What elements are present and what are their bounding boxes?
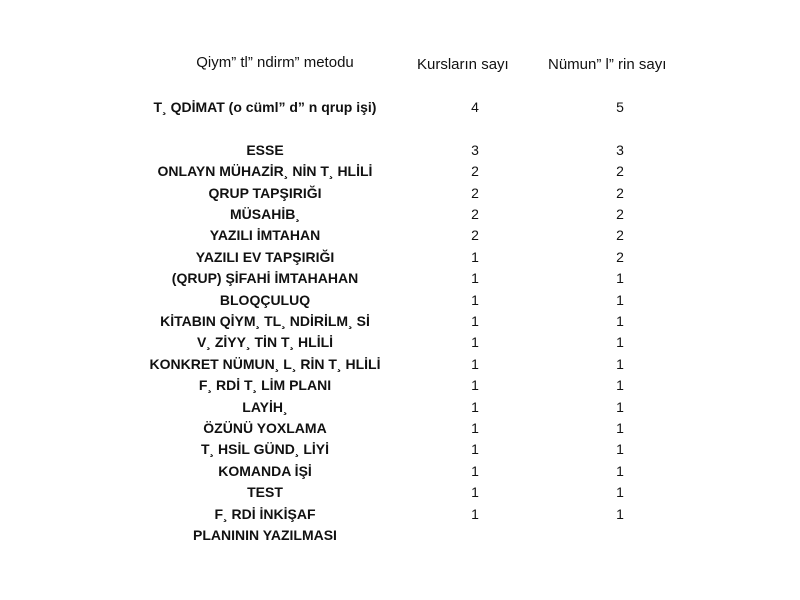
courses-count-cell: 3 (471, 141, 479, 158)
method-name: BLOQÇULUQ (219, 291, 311, 308)
method-cell (0, 461, 532, 482)
samples-count-column-header: Nümun” l” rin sayı (548, 56, 667, 73)
method-name: PLANININ YAZILMASI (193, 527, 337, 544)
samples-count-cell: 1 (616, 291, 624, 308)
table-row (0, 161, 532, 182)
courses-count-cell: 2 (471, 227, 479, 244)
courses-count-column-header: Kursların sayı (417, 56, 509, 73)
method-cell (0, 439, 532, 460)
method-name: ONLAYN MÜHAZİR¸ NİN T¸ HLİLİ (157, 163, 373, 180)
courses-count-cell: 4 (471, 99, 479, 115)
method-name: F¸ RDİ T¸ LİM PLANI (198, 377, 332, 394)
samples-count-cell: 1 (616, 505, 624, 522)
table-row (0, 482, 532, 503)
courses-count-cell: 1 (471, 420, 479, 437)
method-cell (0, 375, 532, 396)
methods-table (0, 97, 624, 547)
courses-count-cell (460, 525, 490, 546)
table-row (0, 418, 532, 439)
samples-count-cell: 1 (616, 420, 624, 437)
courses-count-cell: 1 (471, 505, 479, 522)
method-cell (0, 97, 532, 118)
samples-count-cell: 1 (616, 484, 624, 501)
table-row (0, 183, 532, 204)
method-name: YAZILI İMTAHAN (209, 227, 321, 244)
method-cell (0, 290, 532, 311)
method-name: KİTABIN QİYM¸ TL¸ NDİRİLM¸ Sİ (160, 313, 370, 330)
method-cell (0, 332, 532, 353)
row-spacer (0, 118, 532, 139)
table-row (0, 204, 532, 225)
courses-count-cell: 1 (471, 355, 479, 372)
method-cell (0, 268, 532, 289)
courses-count-cell: 1 (471, 313, 479, 330)
method-column-header: Qiym” tl” ndirm” metodu (196, 54, 354, 71)
samples-count-cell: 1 (616, 355, 624, 372)
method-name: ÖZÜNÜ YOXLAMA (203, 420, 327, 437)
samples-count-cell: 1 (616, 313, 624, 330)
method-cell (0, 183, 532, 204)
table-row (0, 354, 532, 375)
samples-count-cell: 2 (616, 184, 624, 201)
courses-count-cell: 1 (471, 462, 479, 479)
courses-count-cell: 1 (471, 291, 479, 308)
courses-count-cell: 1 (471, 377, 479, 394)
method-name: T¸ QDİMAT (o cüml” d” n qrup işi) (153, 99, 377, 115)
method-cell (0, 204, 532, 225)
samples-count-cell: 1 (616, 441, 624, 458)
row-spacer-cell (0, 118, 532, 139)
method-name: KOMANDA İŞİ (218, 462, 312, 479)
method-cell (0, 225, 532, 246)
table-row (0, 268, 532, 289)
methods-table-body (0, 97, 624, 547)
method-cell (0, 397, 532, 418)
method-cell (0, 525, 532, 546)
courses-count-cell: 1 (471, 398, 479, 415)
courses-count-cell: 1 (471, 441, 479, 458)
method-name: KONKRET NÜMUN¸ L¸ RİN T¸ HLİLİ (149, 355, 381, 372)
courses-count-cell: 2 (471, 163, 479, 180)
courses-count-cell: 1 (471, 270, 479, 287)
samples-count-cell: 5 (616, 99, 624, 115)
method-name: MÜSAHİB¸ (230, 206, 300, 223)
method-cell (0, 504, 532, 525)
table-row (0, 290, 532, 311)
method-name: ESSE (246, 141, 284, 158)
table-row (0, 97, 532, 118)
samples-count-cell: 1 (616, 377, 624, 394)
method-name: YAZILI EV TAPŞIRIĞI (195, 248, 335, 265)
method-cell (0, 247, 532, 268)
samples-count-cell: 1 (616, 334, 624, 351)
method-cell (0, 418, 532, 439)
courses-count-cell: 1 (471, 248, 479, 265)
table-row (0, 332, 532, 353)
method-name: T¸ HSİL GÜND¸ LİYİ (200, 441, 330, 458)
method-cell (0, 140, 532, 161)
courses-count-cell: 1 (471, 484, 479, 501)
courses-count-cell: 2 (471, 206, 479, 223)
courses-count-cell: 2 (471, 184, 479, 201)
method-name: LAYİH¸ (242, 398, 288, 415)
table-row (0, 439, 532, 460)
table-row (0, 140, 532, 161)
table-row (0, 311, 532, 332)
samples-count-cell: 1 (616, 462, 624, 479)
samples-count-cell: 1 (616, 270, 624, 287)
samples-count-cell: 1 (616, 398, 624, 415)
method-name: V¸ ZİYY¸ TİN T¸ HLİLİ (196, 334, 334, 351)
table-row (0, 375, 532, 396)
table-row (0, 525, 532, 546)
samples-count-cell: 3 (616, 141, 624, 158)
method-name: QRUP TAPŞIRIĞI (208, 184, 322, 201)
table-row (0, 247, 532, 268)
samples-count-cell (605, 525, 635, 546)
table-row (0, 225, 532, 246)
table-row (0, 397, 532, 418)
table-row (0, 504, 532, 525)
method-cell (0, 482, 532, 503)
samples-count-cell: 2 (616, 163, 624, 180)
method-cell (0, 311, 532, 332)
courses-count-cell: 1 (471, 334, 479, 351)
method-name: (QRUP) ŞİFAHİ İMTAHAHAN (171, 270, 359, 287)
table-row (0, 461, 532, 482)
method-name: TEST (247, 484, 283, 501)
samples-count-cell: 2 (616, 227, 624, 244)
method-name: F¸ RDİ İNKİŞAF (214, 505, 316, 522)
samples-count-cell: 2 (616, 248, 624, 265)
samples-count-cell: 2 (616, 206, 624, 223)
method-cell (0, 161, 532, 182)
method-cell (0, 354, 532, 375)
